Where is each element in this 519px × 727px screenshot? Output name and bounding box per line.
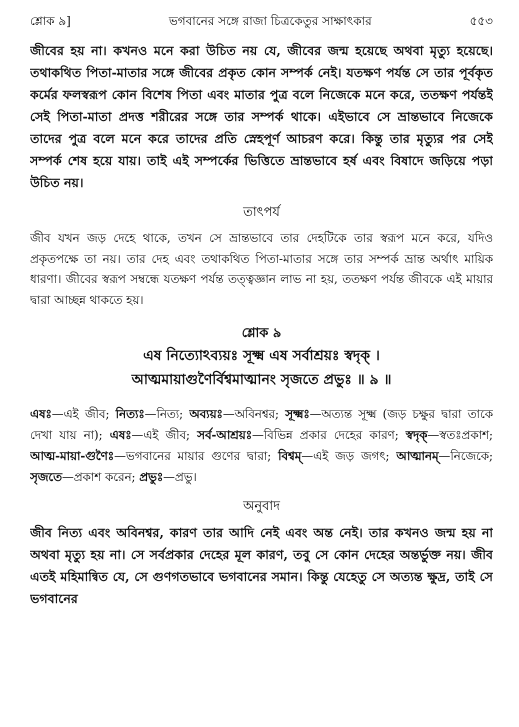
page-header xyxy=(30,12,493,30)
synonym-item: আত্ম-মায়া-গুণৈঃ—ভগবানের মায়ার গুণের দ্বারা; xyxy=(30,449,279,463)
page-number: ৫৫৩ xyxy=(469,14,493,28)
synonym-item: এষঃ—এই জীব; xyxy=(109,428,198,442)
verse-reference: শ্লোক ৯] xyxy=(30,14,71,28)
chapter-title: ভগবানের সঙ্গে রাজা চিত্রকেতুর সাক্ষাৎকার xyxy=(168,14,372,28)
purport-heading: তাৎপর্য xyxy=(243,205,280,220)
translation-paragraph: জীব নিত্য এবং অবিনশ্বর, কারণ তার আদি নেই এবং অন্ত নেই। তার কখনও জন্ম হয় না অথবা মৃত্যু হয় না। সে সর্বপ্রকার দেহের মূল কারণ, তবু সে কোন দেহের অন্তর্ভুক্ত নয়। জীব এতই মহিমান্বিত যে, সে গুণগতভাবে ভগবানের সমান। কিন্তু যেহেতু সে অত্যন্ত ক্ষুদ্র, তাই সে ভগবানের xyxy=(30,525,493,606)
top-paragraph: জীবের হয় না। কখনও মনে করা উচিত নয় যে, জীবের জন্ম হয়েছে অথবা মৃত্যু হয়েছে। তথাকথিত পিতা-মাতার সঙ্গে জীবের প্রকৃত কোন সম্পর্ক নেই। যতক্ষণ পর্যন্ত সে তার পূর্বকৃত কর্মের ফলস্বরূপ কোন বিশেষ পিতা এবং মাতার পুত্র বলে নিজেকে মনে করে, ততক্ষণ পর্যন্তই সেই পিতা-মাতা প্রদত্ত শরীরের সঙ্গে তার সম্পর্ক থাকে। এইভাবে সে ভ্রান্তভাবে নিজেকে তাদের পুত্র বলে মনে করে তাদের প্রতি স্নেহপূর্ণ আচরণ করে। কিন্তু তার মৃত্যুর পর সেই সম্পর্ক শেষ হয়ে যায়। তাই এই সম্পর্কের ভিত্তিতে ভ্রান্তভাবে হর্ষ এবং বিষাদে জড়িয়ে পড়া উচিত নয়। xyxy=(30,43,493,190)
synonym-item: সূক্ষ্মঃ—অত্যন্ত সূক্ষ্ম (জড় চক্ষুর দ্বারা তাকে দেখা যায় না); xyxy=(30,407,493,442)
synonym-item: নিত্যঃ—নিত্য; xyxy=(115,407,190,421)
synonyms-paragraph xyxy=(30,404,493,488)
synonym-item: এষঃ—এই জীব; xyxy=(30,407,116,421)
verse-line-2: আত্মমায়াগুণৈর্বিশ্বমাত্মানং সৃজতে প্রভুঃ ॥ ৯ ॥ xyxy=(131,372,392,388)
synonym-item: বিশ্বম্—এই জড় জগৎ; xyxy=(278,449,397,463)
synonym-item: প্রভুঃ—প্রভু। xyxy=(139,470,197,484)
verse-line-1: এষ নিত্যোঽব্যয়ঃ সূক্ষ্ম এষ সর্বাশ্রয়ঃ স্বদৃক্ । xyxy=(143,348,380,364)
purport-paragraph: জীব যখন জড় দেহে থাকে, তখন সে ভ্রান্তভাবে তার দেহটিকে তার স্বরূপ মনে করে, যদিও প্রকৃতপক্ষে তা নয়। তার দেহ এবং তথাকথিত পিতা-মাতার সঙ্গে তার সম্পর্ক ভ্রান্ত অর্থাৎ মায়িক ধারণা। জীবের স্বরূপ সম্বন্ধে যতক্ষণ পর্যন্ত তত্ত্বজ্ঞান লাভ না হয়, ততক্ষণ পর্যন্ত জীবকে এই মায়ার দ্বারা আচ্ছন্ন থাকতে হয়। xyxy=(30,231,493,307)
translation-heading: অনুবাদ xyxy=(243,499,280,514)
synonym-item: অব্যয়ঃ—অবিনশ্বর; xyxy=(189,407,286,421)
synonym-item: স্বদৃক্—স্বতঃপ্রকাশ; xyxy=(405,428,493,442)
synonym-item: সৃজতে—প্রকাশ করেন; xyxy=(30,470,140,484)
synonym-item: আত্মানম্—নিজেকে; xyxy=(396,449,493,463)
book-page xyxy=(30,12,493,718)
verse-heading: শ্লোক ৯ xyxy=(241,326,282,341)
synonym-item: সর্ব-আশ্রয়ঃ—বিভিন্ন প্রকার দেহের কারণ; xyxy=(197,428,406,442)
